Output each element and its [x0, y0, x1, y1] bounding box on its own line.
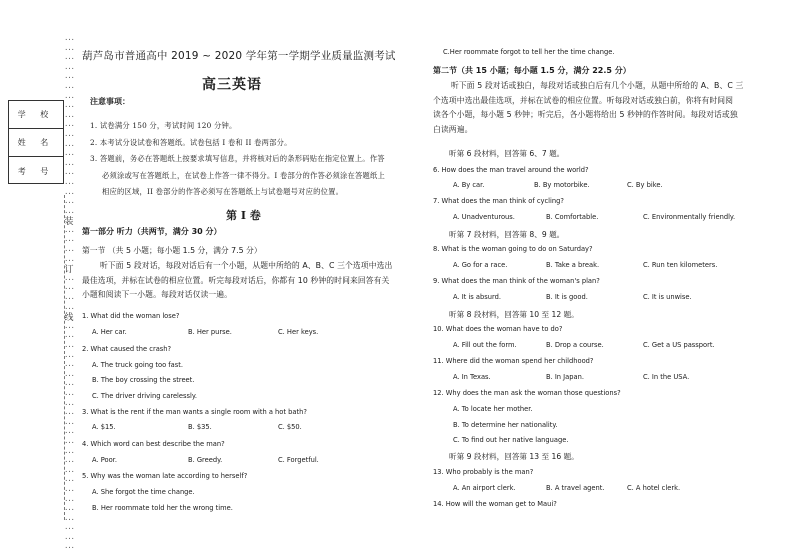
option-a[interactable]: A. Go for a race. — [453, 261, 508, 269]
option-c[interactable]: C. A hotel clerk. — [627, 484, 681, 492]
option-b[interactable]: B. A travel agent. — [546, 484, 605, 492]
option-b[interactable]: B. Comfortable. — [546, 213, 599, 221]
section1-heading: 第一节 （共 5 小题；每小题 1.5 分，满分 7.5 分） — [82, 246, 262, 255]
question-11: 11. Where did the woman spend her childhood? — [433, 357, 594, 365]
option-b[interactable]: B. To determine her nationality. — [453, 421, 558, 429]
binding-char-ding: 订 — [64, 265, 74, 276]
binding-char-zhuang: 装 — [64, 217, 74, 228]
option-a[interactable]: A. To locate her mother. — [453, 405, 533, 413]
binding-dotted-line: ··· ··· ··· ··· ··· ··· ··· ··· ··· ··· ··· ··· ··· ··· ··· ··· ··· ··· ··· 装 ··· ··· ··· ··· 订 ··· ··· ··· ··· 线 ··· ··· ··· ··· ··· ··· ··· ··· ··· ··· ··· ··· ··· ··· ··· ··· ··· ··· ··· ··· ··· ··· ··· ··· — [64, 36, 74, 553]
directions-line: 听下面 5 段对话或独白，每段对话或独白后有几个小题，从题中所给的 A、B、C 三 — [451, 81, 744, 90]
option-b[interactable]: B. Drop a course. — [546, 341, 604, 349]
option-c[interactable]: C. $50. — [278, 423, 302, 431]
binding-char-xian: 线 — [64, 313, 74, 324]
option-c[interactable]: C. To find out her native language. — [453, 436, 569, 444]
option-b[interactable]: B. It is good. — [546, 293, 588, 301]
question-12: 12. Why does the man ask the woman those questions? — [433, 389, 621, 397]
notice-item: 3. 答题前，务必在答题纸上按要求填写信息，并将核对后的条形码贴在指定位置上。作答 — [90, 154, 385, 163]
student-info-box — [8, 100, 64, 184]
option-b[interactable]: B. Take a break. — [546, 261, 600, 269]
option-a[interactable]: A. Fill out the form. — [453, 341, 517, 349]
option-b[interactable]: B. $35. — [188, 423, 212, 431]
question-10: 10. What does the woman have to do? — [433, 325, 563, 333]
question-4: 4. Which word can best describe the man? — [82, 440, 225, 448]
part1-heading: 第一部分 听力（共两节，满分 30 分） — [82, 227, 222, 236]
option-b[interactable]: B. The boy crossing the street. — [92, 376, 195, 384]
option-b[interactable]: B. Her purse. — [188, 328, 232, 336]
option-c[interactable]: C. It is unwise. — [643, 293, 692, 301]
directions-line: 小题和阅读下一小题。每段对话仅读一遍。 — [82, 290, 233, 299]
section1-directions — [82, 259, 422, 303]
option-a[interactable]: A. An airport clerk. — [453, 484, 516, 492]
question-7: 7. What does the man think of cycling? — [433, 197, 564, 205]
option-c[interactable]: C. Environmentally friendly. — [643, 213, 736, 221]
option-a[interactable]: A. Poor. — [92, 456, 117, 464]
subject-title: 高三英语 — [202, 77, 262, 93]
exam-title: 葫芦岛市普通高中 2019 ~ 2020 学年第一学期学业质量监测考试 — [82, 50, 396, 62]
directions-line: 白读两遍。 — [433, 124, 473, 134]
directions-line: 听下面 5 段对话，每段对话后有一个小题，从题中所给的 A、B、C 三个选项中选出 — [100, 261, 393, 270]
listening-material-6: 听第 6 段材料，回答第 6、7 题。 — [449, 149, 565, 158]
listening-material-8: 听第 8 段材料，回答第 10 至 12 题。 — [449, 310, 579, 319]
option-c[interactable]: C. Run ten kilometers. — [643, 261, 718, 269]
option-c[interactable]: C.Her roommate forgot to tell her the time change. — [443, 48, 615, 56]
notice-item: 1. 试卷满分 150 分，考试时间 120 分钟。 — [90, 121, 237, 130]
option-c[interactable]: C. Forgetful. — [278, 456, 319, 464]
option-a[interactable]: A. Her car. — [92, 328, 127, 336]
option-a[interactable]: A. $15. — [92, 423, 116, 431]
school-field[interactable]: 学 校 — [9, 101, 63, 129]
notice-item: 必须涂或写在答题纸上，在试卷上作答一律不得分。I 卷部分的作答必须涂在答题纸上 — [102, 170, 385, 180]
directions-line: 个选项中选出最佳选项，并标在试卷的相应位置。听每段对话或独白前，你将有时间阅 — [433, 95, 734, 105]
option-b[interactable]: B. In Japan. — [546, 373, 584, 381]
question-9: 9. What does the man think of the woman's plan? — [433, 277, 600, 285]
directions-line: 读各个小题，每小题 5 秒钟；听完后，各小题将给出 5 秒钟的作答时间。每段对话或独 — [433, 110, 738, 119]
question-3: 3. What is the rent if the man wants a single room with a hot bath? — [82, 408, 307, 416]
notice-item: 2. 本考试分设试卷和答题纸。试卷包括 I 卷和 II 卷两部分。 — [90, 137, 292, 147]
question-14: 14. How will the woman get to Maui? — [433, 500, 557, 508]
option-c[interactable]: C. The driver driving carelessly. — [92, 392, 197, 400]
option-a[interactable]: A. By car. — [453, 181, 485, 189]
notice-heading: 注意事项： — [90, 97, 130, 106]
question-1: 1. What did the woman lose? — [82, 312, 180, 320]
option-a[interactable]: A. Unadventurous. — [453, 213, 515, 221]
directions-line: 最佳选项，并标在试卷的相应位置。听完每段对话后，你都有 10 秒钟的时间来回答有关 — [82, 275, 390, 285]
section2-heading: 第二节（共 15 小题；每小题 1.5 分，满分 22.5 分） — [433, 66, 631, 75]
section2-directions — [433, 79, 785, 137]
name-field[interactable]: 姓 名 — [9, 129, 63, 157]
notice-item: 相应的区域，II 卷部分的作答必须写在答题纸上与试卷题号对应的位置。 — [102, 187, 344, 196]
option-a[interactable]: A. The truck going too fast. — [92, 361, 183, 369]
notice-list — [90, 118, 418, 201]
option-b[interactable]: B. By motorbike. — [534, 181, 590, 189]
option-a[interactable]: A. It is absurd. — [453, 293, 501, 301]
option-b[interactable]: B. Greedy. — [188, 456, 223, 464]
question-13: 13. Who probably is the man? — [433, 468, 534, 476]
question-5: 5. Why was the woman late according to herself? — [82, 472, 248, 480]
option-a[interactable]: A. She forgot the time change. — [92, 488, 195, 496]
binding-gutter — [0, 0, 80, 560]
question-2: 2. What caused the crash? — [82, 345, 172, 353]
option-c[interactable]: C. Her keys. — [278, 328, 319, 336]
option-c[interactable]: C. By bike. — [627, 181, 663, 189]
option-b[interactable]: B. Her roommate told her the wrong time. — [92, 504, 233, 512]
gutter-cut-line — [64, 195, 65, 520]
volume-title: 第 I 卷 — [226, 209, 261, 222]
question-6: 6. How does the man travel around the world? — [433, 166, 589, 174]
listening-material-9: 听第 9 段材料，回答第 13 至 16 题。 — [449, 452, 579, 461]
option-c[interactable]: C. In the USA. — [643, 373, 690, 381]
option-a[interactable]: A. In Texas. — [453, 373, 491, 381]
question-8: 8. What is the woman going to do on Saturday? — [433, 245, 593, 253]
listening-material-7: 听第 7 段材料，回答第 8、9 题。 — [449, 230, 565, 239]
exam-number-field[interactable]: 考 号 — [17, 166, 55, 176]
option-c[interactable]: C. Get a US passport. — [643, 341, 715, 349]
